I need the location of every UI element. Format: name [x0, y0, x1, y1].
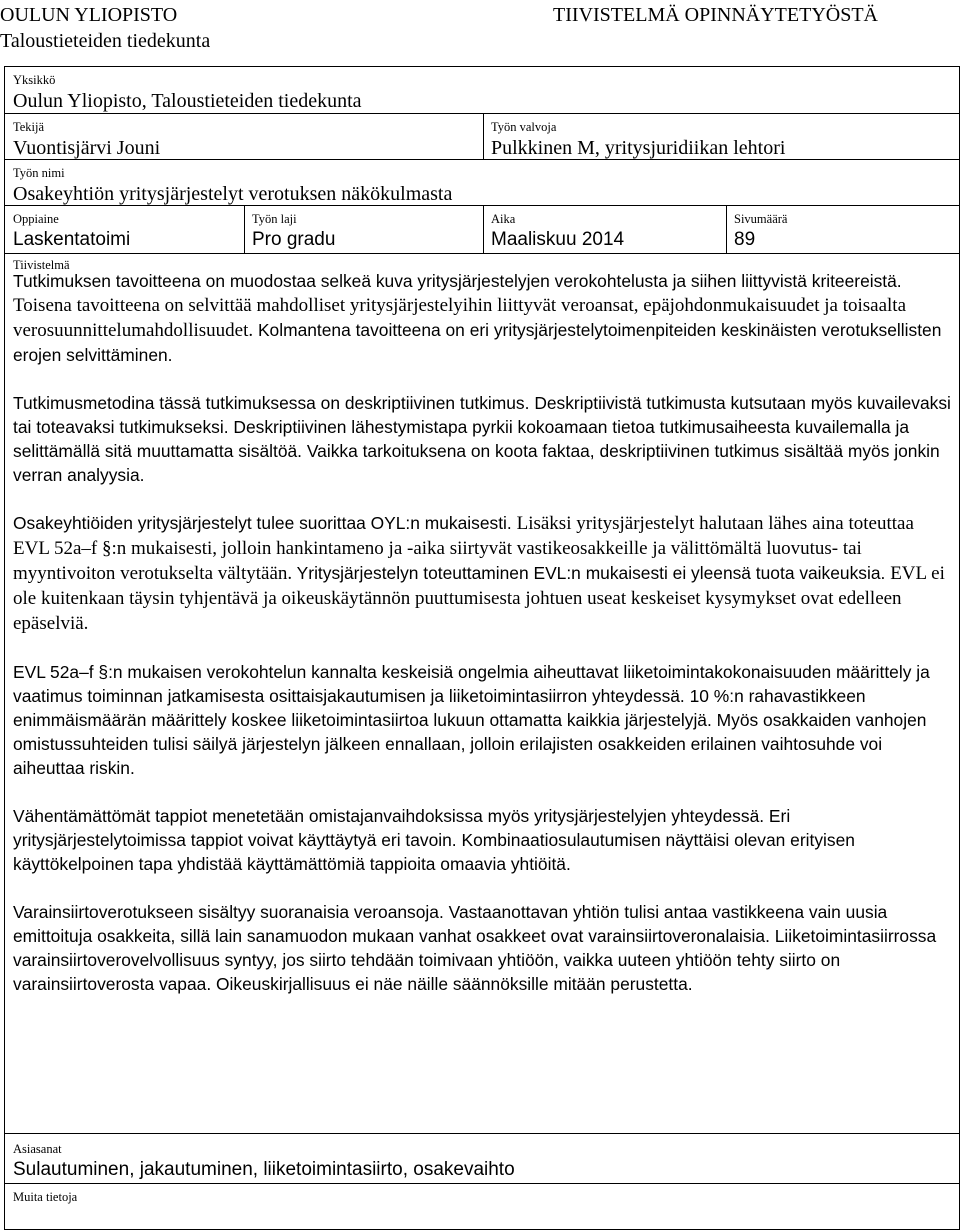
thesis-title-value: Osakeyhtiön yritysjärjestelyt verotuksen näkökulmasta [13, 183, 453, 205]
abstract-form [4, 66, 960, 1230]
abstract-paragraph-2 [13, 391, 953, 487]
abstract-sentence: Vaikka tarkoituksena on koota faktaa, deskriptiivinen tutkimus sisältää myös jonkin verran analyysia. [13, 441, 940, 485]
unit-label: Yksikkö [13, 73, 56, 87]
document-header [0, 0, 960, 62]
work-type-value: Pro gradu [252, 229, 336, 250]
faculty-name: Taloustieteiden tiedekunta [0, 30, 211, 52]
document-type: TIIVISTELMÄ OPINNÄYTETYÖSTÄ [553, 4, 878, 26]
abstract-sentence: Yritysjärjestelyn toteuttaminen EVL:n mukaisesti ei yleensä tuota vaikeuksia. [296, 563, 886, 583]
abstract-sentence: Eri yritysjärjestelytoimissa tappiot voivat käyttäytyä eri tavoin. [13, 806, 791, 850]
abstract-sentence: Vähentämättömät tappiot menetetään omistajanvaihdoksissa myös yritysjärjestelyjen yhteydessä. [13, 806, 765, 826]
title-row [5, 159, 959, 205]
abstract-paragraph-4 [13, 660, 953, 780]
abstract-sentence: 10 %:n rahavastikkeen enimmäismäärän määrittely koskee liiketoimintasiirtoa lukuun ottamatta kaikkia järjestelyjä. [13, 686, 866, 730]
abstract-sentence: Vastaanottavan yhtiön tulisi antaa vastikkeena vain uusia emittoituja osakkeita, sillä lain sanamuodon mukaan vanhat osakkeet ovat varainsiirtoveronalaisia. [13, 902, 888, 946]
subject-label: Oppiaine [13, 212, 59, 226]
details-divider-2 [483, 206, 484, 254]
keywords-value: Sulautuminen, jakautuminen, liiketoimintasiirto, osakevaihto [13, 1159, 515, 1180]
thesis-title-label: Työn nimi [13, 166, 65, 180]
abstract-sentence: Tutkimuksen tavoitteena on muodostaa selkeä kuva yritysjärjestelyjen verokohtelusta ja siihen liittyvistä kriteereistä. [13, 271, 902, 291]
abstract-sentence: EVL ei ole kuitenkaan täysin tyhjentävä ja oikeuskäytännön puuttumisesta johtuen useat keskeiset kysymykset ovat edelleen epäselviä. [13, 563, 945, 634]
unit-value: Oulun Yliopisto, Taloustieteiden tiedekunta [13, 90, 362, 112]
author-row [5, 113, 959, 159]
page-count-label: Sivumäärä [734, 212, 788, 226]
abstract-sentence: Oikeuskirjallisuus ei näe näille säännöksille mitään perustetta. [216, 974, 693, 994]
work-type-label: Työn laji [252, 212, 297, 226]
unit-row [5, 67, 959, 113]
author-label: Tekijä [13, 120, 45, 134]
abstract-sentence: Deskriptiivinen lähestymistapa pyrkii kokoamaan tietoa tutkimusaiheesta kuvailemalla ja selittämällä sitä muuttamatta sisältöä. [13, 417, 910, 461]
university-name: OULUN YLIOPISTO [0, 4, 178, 26]
date-label: Aika [491, 212, 516, 226]
subject-value: Laskentatoimi [13, 229, 131, 250]
author-value: Vuontisjärvi Jouni [13, 137, 161, 159]
date-value: Maaliskuu 2014 [491, 229, 625, 250]
details-divider-1 [244, 206, 245, 254]
abstract-sentence: Myös osakkaiden vanhojen omistussuhteiden tulisi säilyä järjestelyn jälkeen ennallaan, jolloin erilajisten osakkeiden erilainen vaihtosuhde voi aiheuttaa riskin. [13, 710, 927, 778]
supervisor-value: Pulkkinen M, yritysjuridiikan lehtori [491, 137, 786, 159]
abstract-paragraph-5 [13, 804, 953, 876]
other-info-row [5, 1183, 959, 1229]
abstract-sentence: EVL 52a–f §:n mukaisen verokohtelun kannalta keskeisiä ongelmia aiheuttavat liiketoimintakokonaisuuden määrittely ja vaatimus toiminnan jatkamisesta osittaisjakautumisen ja liiketoimintasiirron yhteydessä. [13, 662, 930, 706]
keywords-label: Asiasanat [13, 1142, 62, 1156]
abstract-sentence: Osakeyhtiöiden yritysjärjestelyt tulee suorittaa OYL:n mukaisesti. [13, 513, 512, 533]
abstract-sentence: Deskriptiivistä tutkimusta kutsutaan myös kuvailevaksi tai toteavaksi tutkimukseksi. [13, 393, 951, 437]
abstract-paragraph-1 [13, 269, 953, 367]
abstract-text [13, 269, 953, 1020]
abstract-paragraph-3 [13, 511, 953, 636]
header-left [0, 2, 210, 54]
abstract-sentence: Toisena tavoitteena on selvittää mahdolliset yritysjärjestelyihin liittyvät veroansat, epäjohdonmukaisuudet ja toisaalta verosuunnittelumahdollisuudet. [13, 295, 907, 341]
abstract-sentence: Kombinaatiosulautumisen näyttäisi olevan erityisen käyttökelpoinen tapa yhdistää käyttämättömiä tappioita omaavia yhtiöitä. [13, 830, 855, 874]
supervisor-label: Työn valvoja [491, 120, 557, 134]
abstract-sentence: Varainsiirtoverotukseen sisältyy suoranaisia veroansoja. [13, 902, 444, 922]
author-divider [483, 114, 484, 160]
keywords-row [5, 1133, 959, 1183]
page-count-value: 89 [734, 229, 756, 250]
details-divider-3 [726, 206, 727, 254]
abstract-sentence: Kolmantena tavoitteena on eri yritysjärjestelytoimenpiteiden keskinäisten verotuksellisten erojen selvittäminen. [13, 320, 942, 365]
abstract-sentence: Tutkimusmetodina tässä tutkimuksessa on deskriptiivinen tutkimus. [13, 393, 530, 413]
abstract-paragraph-6 [13, 900, 953, 996]
other-info-label: Muita tietoja [13, 1190, 78, 1204]
details-row [5, 205, 959, 253]
abstract-sentence: Lisäksi yritysjärjestelyt halutaan lähes aina toteuttaa EVL 52a–f §:n mukaisesti, jolloin hankintameno ja -aika siirtyvät vastikeosakkeille ja välittömältä luovutus- tai myyntivoiton verotukselta vältytään. [13, 513, 914, 584]
abstract-sentence: Liiketoimintasiirrossa varainsiirtoverovelvollisuus syntyy, jos siirto tehdään toimivaan yhtiöön, vaikka uuteen yhtiöön tehty siirto on varainsiirtoverosta vapaa. [13, 926, 937, 994]
abstract-label: Tiivistelmä [13, 258, 70, 272]
